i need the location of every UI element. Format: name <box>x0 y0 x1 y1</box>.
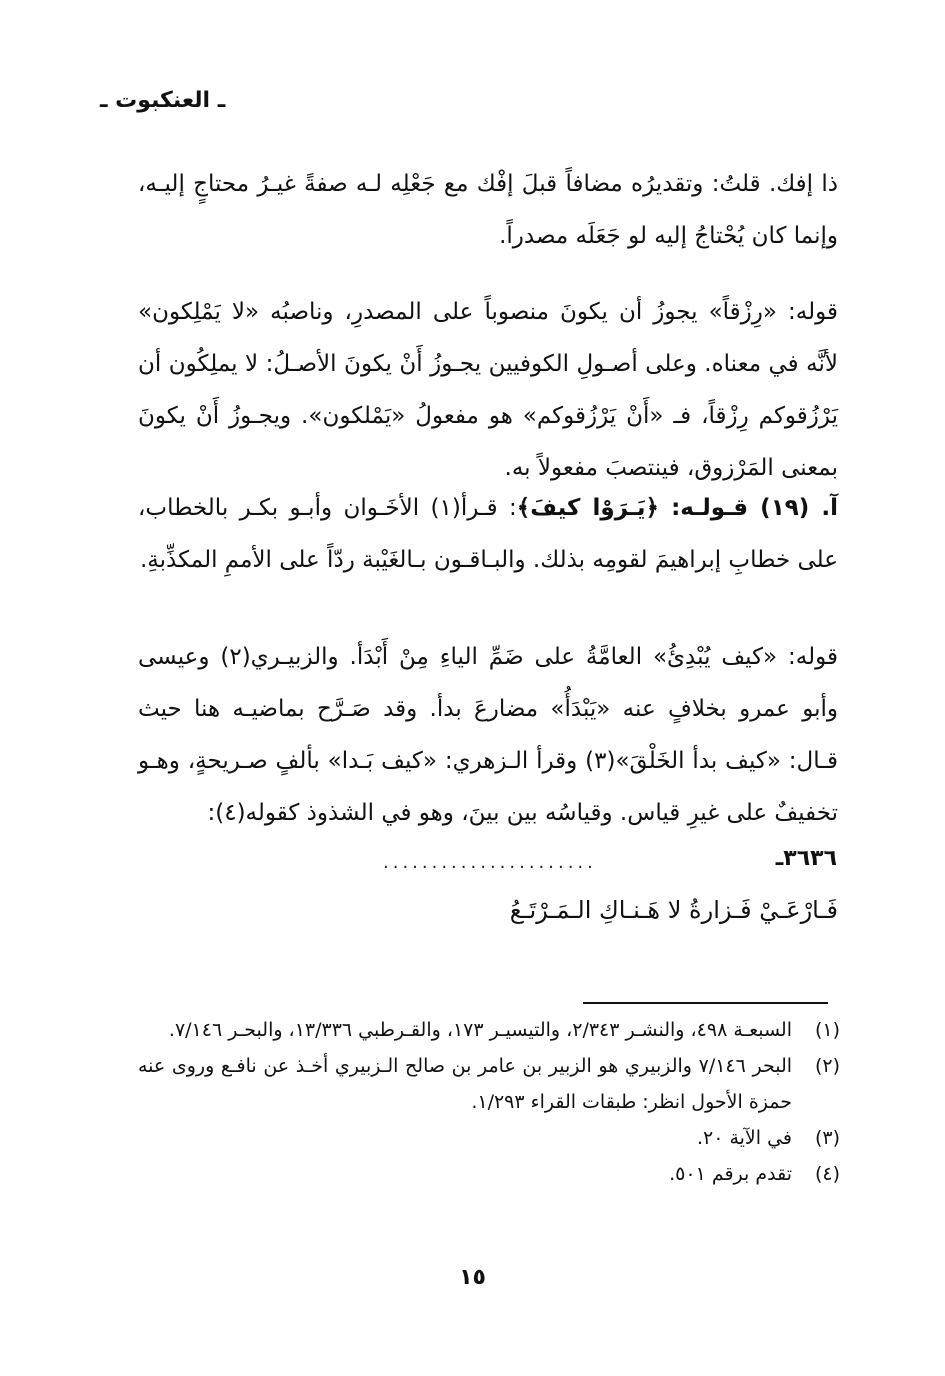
poem-number: ٣٦٣٦ـ <box>775 846 837 871</box>
paragraph <box>138 286 838 494</box>
footnote-text: البحر ٧/١٤٦ والزبيري هو الزبير بن عامر بن صالح الـزبيري أخـذ عن نافـع وروى عنه حمزة الأحول انظر: طبقات القراء ١/٢٩٣. <box>138 1055 793 1113</box>
page-number: ١٥ <box>459 1265 486 1290</box>
poem-ellipsis: ...................... <box>383 852 597 873</box>
verse-heading: آ. (١٩) قـولـه: ﴿يَـرَوْا كيفَ﴾ <box>516 495 838 521</box>
footnotes <box>138 1012 840 1192</box>
verse-commentary <box>138 482 838 586</box>
footnote-text: تقدم برقم ٥٠١. <box>669 1163 792 1185</box>
footnote-number: (٣) <box>814 1127 840 1149</box>
footnote-text: السبعـة ٤٩٨، والنشـر ٢/٣٤٣، والتيسيـر ١٧٣، والقـرطبي ١٣/٣٣٦، والبحـر ٧/١٤٦. <box>168 1019 792 1041</box>
footnote <box>138 1156 840 1192</box>
poem-line: فَـارْعَـيْ فَـزارةُ لا هَـنـاكِ الـمَـرْتَـعُ <box>509 896 838 924</box>
footnote-text: في الآية ٢٠. <box>696 1127 792 1149</box>
verse-explanation: : قـرأ(١) الأخَـوان وأبـو بكـر بالخطاب، على خطابِ إبراهيمَ لقومِه بذلك. والبـاقـون بـالغَيْبة ردّاً على الأممِ المكذِّبةِ. <box>138 495 838 573</box>
paragraph <box>138 158 838 262</box>
paragraph-text: قوله: «كيف يُبْدِئُ» العامَّةُ على ضَمِّ الياءِ مِنْ أَبْدَأ. والزبيـري(٢) وعيسى وأبو عمرو بخلافٍ عنه «يَبْدَأُ» مضارعَ بدأ. وقد صَـرَّح بماضيـه هنا حيث قـال: «كيف بدأ الخَلْقَ»(٣) وقرأ الـزهري: «كيف بَـدا» بألفٍ صـريحةٍ، وهـو تخفيفٌ على غيرِ قياس. وقياسُه بين بينَ، وهو في الشذوذ كقوله(٤): <box>138 644 839 826</box>
footnote <box>138 1012 840 1048</box>
paragraph <box>138 631 838 839</box>
footnote-number: (١) <box>814 1019 840 1041</box>
footnote <box>138 1048 840 1120</box>
paragraph-text: قوله: «رِزْقاً» يجوزُ أن يكونَ منصوباً على المصدرِ، وناصبُه «لا يَمْلِكون» لأنَّه في معناه. وعلى أصـولِ الكوفيين يجـوزُ أَنْ يكونَ الأصـلُ: لا يملِكُون أن يَرْزُقوكم رِزْقاً، فـ «أَنْ يَرْزُقوكم» هو مفعولُ «يَمْلكون». ويجـوزُ أَنْ يكونَ بمعنى المَرْزوق، فينتصبَ مفعولاً به. <box>138 299 838 481</box>
verse-commentary-text <box>138 482 838 586</box>
footnote-number: (٢) <box>814 1055 840 1077</box>
running-header <box>100 88 800 113</box>
paragraph-text: ذا إفك. قلتُ: وتقديرُه مضافاً قبلَ إفْك مع جَعْلِه لـه صفةً غيـرُ محتاجٍ إليـه، وإنما كان يُحْتاجُ إليه لو جَعَلَه مصدراً. <box>138 171 838 249</box>
footnote-separator <box>583 1002 828 1004</box>
footnote <box>138 1120 840 1156</box>
footnote-number: (٤) <box>814 1163 840 1185</box>
running-title: ـ العنكبوت ـ <box>100 88 226 113</box>
